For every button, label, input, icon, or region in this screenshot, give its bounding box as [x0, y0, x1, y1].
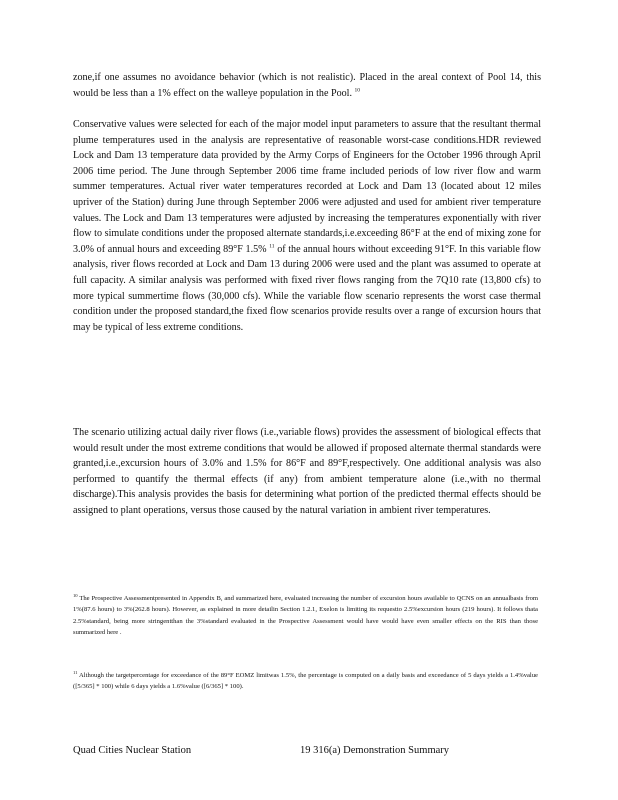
- paragraph-text-continued: of the annual hours without exceeding 91°F. In this variable flow analysis, river flows recorded at Lock and Dam 13 during 2006 were used and the plant was assumed to operate at full capacity. A similar analysis was performed with fixed river flows ranging from the 7Q10 rate (13,800 cfs) to more typical summertime flows (30,000 cfs). While the variable flow scenario represents the worst case thermal condition under the proposed standard,the fixed flow scenarios provide results over a range of excursion hours that may be typical of less extreme conditions.: [73, 243, 541, 333]
- footnote-10: [73, 593, 538, 639]
- footnote-ref-10: 10: [354, 87, 361, 94]
- footnote-ref-11: 11: [269, 243, 275, 250]
- footnote-mark: 10: [73, 592, 78, 598]
- paragraph-scenario: The scenario utilizing actual daily river flows (i.e.,variable flows) provides the assessment of biological effects that would result under the most extreme conditions that would be allowed if proposed alternate thermal standards were granted,i.e.,excursion hours of 3.0% and 1.5% for 86°F and 89°F,respectively. One additional analysis was also performed to quantify the thermal effects (if any) from ambient temperature alone (i.e.,with no thermal discharge).This analysis provides the basis for determining what portion of the predicted thermal effects should be assigned to plant operations, versus those caused by the natural variation in ambient river temperatures.: [73, 427, 541, 516]
- paragraph-text: Conservative values were selected for each of the major model input parameters to assure that the resultant thermal plume temperatures used in the analysis are representative of reasonable worst-case conditions.HDR reviewed Lock and Dam 13 temperature data provided by the Army Corps of Engineers for the October 1996 through April 2006 time period. The June through September 2006 time frame included periods of low river flow and warm summer temperatures. Actual river water temperatures recorded at Lock and Dam 13 (located about 12 miles upriver of the Station) during June through September 2006 were adjusted and used for ambient river temperature values. The Lock and Dam 13 temperatures were adjusted by increasing the temperatures exponentially with river flow to simulate conditions under the proposed alternate standards,i.e.exceeding 86°F at the end of mixing zone for 3.0% of annual hours and exceeding 89°F 1.5%: [73, 119, 541, 255]
- footnote-mark: 11: [73, 669, 78, 675]
- footnote-11: [73, 670, 538, 693]
- footer-station-name: Quad Cities Nuclear Station: [73, 745, 192, 756]
- paragraph-text: zone,if one assumes no avoidance behavior (which is not realistic). Placed in the areal context of Pool 14, this would be less than a 1% effect on the walleye population in the Pool.: [73, 72, 541, 99]
- paragraph-walleye-effect: [73, 70, 541, 101]
- footnote-text: The Prospective Assessmentpresented in Appendix B, and summarized here, evaluated increasing the number of excursion hours available to QCNS on an annualbasis from 1%(87.6 hours) to 3%(262.8 hours). However, as explained in more detailin Section 1.2.1, Exelon is limiting its requestto 2.5%excursion hours (219 hours). It follows thata 2.5%standard, being more stringentthan the 3%standard evaluated in the Prospective Assessment would have would have even smaller effects on the RIS than those summarized here .: [73, 595, 539, 637]
- footnote-text: Although the targetpercentage for exceedance of the 89°F EOMZ limitwas 1.5%, the percentage is computed on a daily basis and exceedance of 5 days yields a 1.4%value ([5/365] * 100) while 6 days yields a 1.6%value ([6/365] * 100).: [73, 672, 538, 691]
- paragraph-conservative-values: [73, 117, 541, 335]
- footer-page-label: 19 316(a) Demonstration Summary: [300, 745, 450, 756]
